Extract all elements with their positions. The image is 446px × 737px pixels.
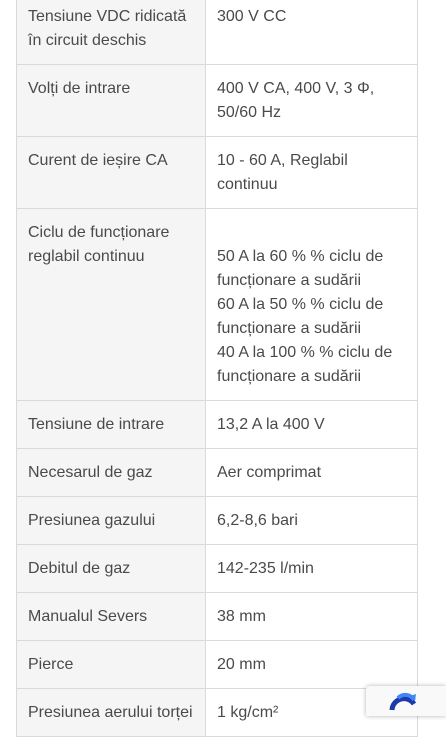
spec-label: Curent de ieșire CA: [17, 137, 206, 209]
table-row: [17, 0, 418, 65]
spec-label: Presiunea gazului: [17, 497, 206, 545]
spec-label: Necesarul de gaz: [17, 449, 206, 497]
specifications-table: [16, 0, 418, 737]
spec-value: [206, 497, 418, 545]
spec-value-line: 142-235 l/min: [217, 560, 314, 577]
spec-value-line: 60 A la 50 % % ciclu de funcționare a sudării: [217, 296, 384, 337]
recaptcha-badge[interactable]: [366, 686, 446, 716]
spec-value: [206, 401, 418, 449]
spec-value-line: 13,2 A la 400 V: [217, 416, 325, 433]
spec-value-line: 20 mm: [217, 656, 266, 673]
spec-value: [206, 641, 418, 689]
spec-value: [206, 65, 418, 137]
spec-value: [206, 137, 418, 209]
spec-label: Ciclu de funcționare reglabil continuu: [17, 209, 206, 401]
spec-label: Presiunea aerului torței: [17, 689, 206, 737]
table-row: [17, 593, 418, 641]
spec-label: Volți de intrare: [17, 65, 206, 137]
spec-value: [206, 449, 418, 497]
spec-value: [206, 545, 418, 593]
table-row: [17, 497, 418, 545]
spec-value: [206, 0, 418, 65]
spec-value: [206, 209, 418, 401]
recaptcha-icon: [388, 690, 418, 714]
table-row: [17, 65, 418, 137]
table-row: [17, 545, 418, 593]
table-row: [17, 401, 418, 449]
spec-label: Pierce: [17, 641, 206, 689]
table-row: [17, 209, 418, 401]
table-row: [17, 641, 418, 689]
spec-value-line: 400 V CA, 400 V, 3 Φ, 50/60 Hz: [217, 80, 375, 121]
spec-label: Manualul Severs: [17, 593, 206, 641]
table-row: [17, 689, 418, 737]
table-row: [17, 137, 418, 209]
spec-value-line: 10 - 60 A, Reglabil continuu: [217, 152, 348, 193]
spec-value-line: 300 V CC: [217, 8, 287, 25]
spec-label: Tensiune de intrare: [17, 401, 206, 449]
spec-value-line: 38 mm: [217, 608, 266, 625]
spec-value: [206, 593, 418, 641]
table-row: [17, 449, 418, 497]
spec-value-line: 1 kg/cm²: [217, 704, 279, 721]
spec-value-line: 6,2-8,6 bari: [217, 512, 298, 529]
spec-value-line: 50 A la 60 % % ciclu de funcționare a sudării: [217, 248, 384, 289]
spec-label: Debitul de gaz: [17, 545, 206, 593]
specifications-table-body: [17, 0, 418, 737]
spec-value-line: Aer comprimat: [217, 464, 322, 481]
spec-value-line: 40 A la 100 % % ciclu de funcționare a sudării: [217, 344, 393, 385]
spec-label: Tensiune VDC ridicată în circuit deschis: [17, 0, 206, 65]
